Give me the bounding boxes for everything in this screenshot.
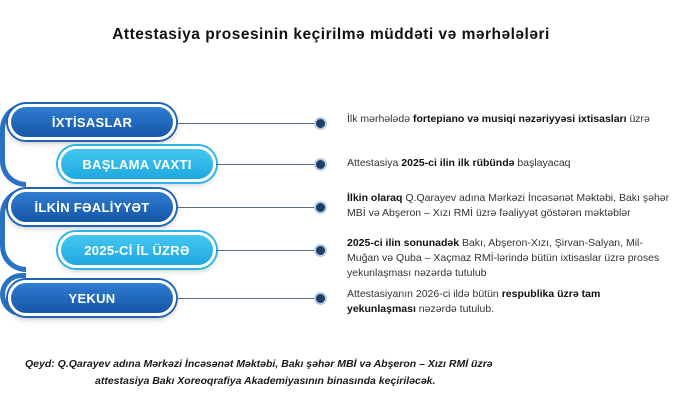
page-title: Attestasiya prosesinin keçirilmə müddəti və mərhələləri [112, 26, 550, 43]
description-text: İlk mərhələdə [347, 113, 413, 125]
description-text: Bakı, Abşeron-Xızı, Şirvan-Salyan, Mil- [459, 237, 643, 249]
stage-description [347, 287, 700, 317]
stage-ilkin-fealiyyet [8, 189, 176, 225]
connector-line [216, 164, 318, 165]
connector-dot [314, 117, 327, 130]
description-bold-text: fortepiano və musiqi nəzəriyyəsi ixtisasları [412, 113, 627, 125]
description-line [347, 112, 700, 127]
stage-label: 2025-Cİ İL ÜZRƏ [84, 242, 190, 258]
description-text: yekunlaşması nəzərdə tutulub [347, 267, 487, 279]
connector-line [216, 250, 318, 251]
connector-dot [314, 292, 327, 305]
description-bold-text: yekunlaşması [347, 303, 416, 315]
connector-line [176, 123, 318, 124]
description-line [347, 206, 700, 221]
connector-line [176, 207, 318, 208]
description-bold-text: respublika üzrə tam [501, 288, 601, 300]
stage-yekun [8, 280, 176, 316]
stage-description [347, 156, 700, 171]
description-bold-text: 2025-ci ilin sonunadək [347, 237, 460, 249]
stage-baslama-vaxti [58, 146, 216, 182]
description-line [347, 156, 700, 171]
stage-label: BAŞLAMA VAXTI [82, 156, 192, 172]
stage-label: YEKUN [68, 290, 116, 306]
footnote-line-2: attestasiya Bakı Xoreoqrafiya Akademiyasının binasında keçiriləcək. [95, 375, 436, 387]
description-line [347, 266, 700, 281]
footnote [25, 356, 585, 390]
description-line [347, 251, 700, 266]
connector-dot [314, 158, 327, 171]
description-line [347, 236, 700, 251]
stage-description [347, 236, 700, 281]
stage-ixtisaslar [8, 104, 176, 140]
description-text: üzrə [626, 113, 650, 125]
description-line [347, 302, 700, 317]
connector-dot [314, 201, 327, 214]
description-text: nəzərdə tutulub. [415, 303, 495, 315]
stage-2025-ci-il-uzre [58, 232, 216, 268]
stage-label: İXTİSASLAR [51, 114, 133, 130]
connector-line [176, 298, 318, 299]
description-text: başlayacaq [514, 157, 571, 169]
description-text: Muğan və Quba – Xaçmaz RMİ-lərində bütün ixtisaslar üzrə proses [347, 252, 660, 264]
description-bold-text: 2025-ci ilin ilk rübündə [401, 157, 515, 169]
connector-dot [314, 244, 327, 257]
description-line [347, 287, 700, 302]
description-text: MBİ və Abşeron – Xızı RMİ üzrə fəaliyyət göstərən məktəblər [347, 207, 631, 219]
footnote-line-1: Qeyd: Q.Qarayev adına Mərkəzi İncəsənət Məktəbi, Bakı şəhər MBİ və Abşeron – Xızı RMİ üzrə [25, 358, 493, 370]
stage-description [347, 112, 700, 127]
description-line [347, 191, 700, 206]
description-bold-text: İlkin olaraq [347, 192, 403, 204]
description-text: Q.Qarayev adına Mərkəzi İncəsənət Məktəbi, Bakı şəhər [402, 192, 670, 204]
description-text: Attestasiya [347, 157, 402, 169]
stage-description [347, 191, 700, 221]
description-text: Attestasiyanın 2026-ci ildə bütün [347, 288, 502, 300]
stage-label: İLKİN FƏALİYYƏT [34, 199, 150, 215]
